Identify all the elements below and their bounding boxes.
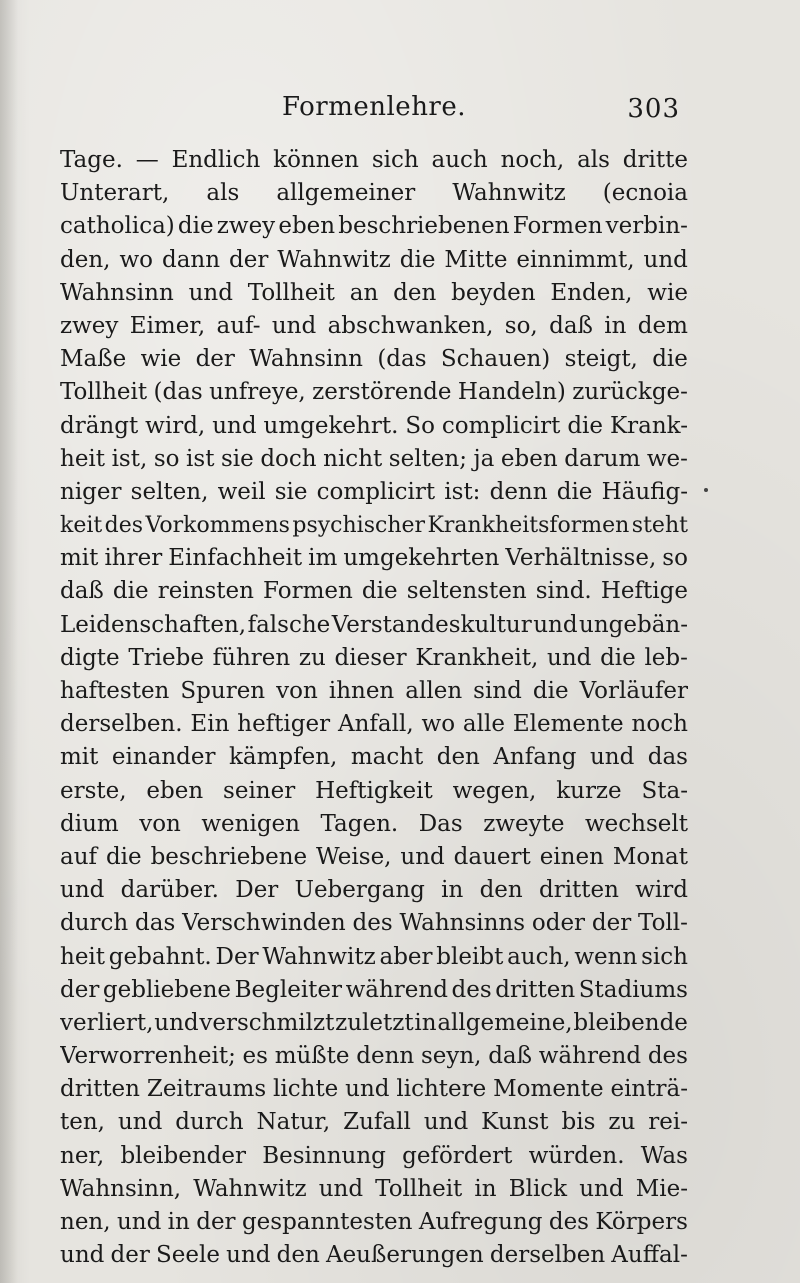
text-line: haftesten Spuren von ihnen allen sind die Vorläufer bbox=[60, 678, 688, 704]
text-line: Verworrenheit; es müßte denn seyn, daß während des bbox=[60, 1043, 688, 1070]
text-line: keit des Vorkommens psychischer Krankheitsformen steht bbox=[60, 513, 688, 539]
text-line: Tage. — Endlich können sich auch noch, als dritte bbox=[60, 147, 688, 173]
text-line: digte Triebe führen zu dieser Krankheit, und die leb- bbox=[60, 644, 688, 671]
text-line: niger selten, weil sie complicirt ist: denn die Häufig- bbox=[60, 478, 688, 505]
text-line: mit ihrer Einfachheit im umgekehrten Verhältnisse, so bbox=[60, 545, 688, 572]
text-line: den, wo dann der Wahnwitz die Mitte einnimmt, und bbox=[60, 246, 688, 273]
text-line: Wahnsinn und Tollheit an den beyden Enden, wie bbox=[60, 279, 688, 306]
text-line: auf die beschriebene Weise, und dauert einen Monat bbox=[60, 843, 688, 870]
text-line: heit ist, so ist sie doch nicht selten; ja eben darum we- bbox=[60, 445, 688, 472]
text-line: heit gebahnt. Der Wahnwitz aber bleibt auch, wenn sich bbox=[60, 943, 688, 970]
text-line: erste, eben seiner Heftigkeit wegen, kurze Sta- bbox=[60, 777, 688, 804]
text-line: mit einander kämpfen, macht den Anfang und das bbox=[60, 744, 688, 771]
page-header bbox=[60, 92, 680, 132]
text-line: zwey Eimer, auf- und abschwanken, so, daß in dem bbox=[60, 312, 688, 339]
text-line: derselben. Ein heftiger Anfall, wo alle Elemente noch bbox=[60, 711, 688, 738]
page-number: 303 bbox=[627, 94, 680, 124]
text-line: Maße wie der Wahnsinn (das Schauen) steigt, die bbox=[60, 346, 688, 373]
text-line: Wahnsinn, Wahnwitz und Tollheit in Blick und Mie- bbox=[60, 1175, 688, 1202]
text-line: daß die reinsten Formen die seltensten sind. Heftige bbox=[60, 578, 688, 605]
text-line: dritten Zeitraums lichte und lichtere Momente einträ- bbox=[60, 1076, 688, 1103]
page-edge-shadow bbox=[0, 0, 18, 1283]
margin-mark bbox=[704, 488, 708, 492]
text-line: und darüber. Der Uebergang in den dritten wird bbox=[60, 877, 688, 904]
text-line: der gebliebene Begleiter während des dritten Stadiums bbox=[60, 976, 688, 1003]
text-line: und der Seele und den Aeußerungen derselben Auffal- bbox=[60, 1242, 688, 1269]
text-line: Leidenschaften, falsche Verstandeskultur und ungebän- bbox=[60, 611, 688, 638]
text-line: durch das Verschwinden des Wahnsinns oder der Toll- bbox=[60, 910, 688, 937]
text-line: nen, und in der gespanntesten Aufregung des Körpers bbox=[60, 1209, 688, 1235]
running-title: Formenlehre. bbox=[282, 92, 467, 122]
body-text bbox=[60, 144, 688, 1272]
text-line: drängt wird, und umgekehrt. So complicirt die Krank- bbox=[60, 412, 688, 439]
text-line: ner, bleibender Besinnung gefördert würden. Was bbox=[60, 1142, 688, 1169]
text-line: ten, und durch Natur, Zufall und Kunst bis zu rei- bbox=[60, 1109, 688, 1136]
text-line: dium von wenigen Tagen. Das zweyte wechselt bbox=[60, 810, 688, 837]
text-line: verliert, und verschmilzt zuletzt in allgemeine, bleibende bbox=[60, 1009, 688, 1036]
text-line: Unterart, als allgemeiner Wahnwitz (ecnoia bbox=[60, 180, 688, 207]
text-line: Tollheit (das unfreye, zerstörende Handeln) zurückge- bbox=[60, 379, 688, 406]
text-line: catholica) die zwey eben beschriebenen Formen verbin- bbox=[60, 213, 688, 240]
